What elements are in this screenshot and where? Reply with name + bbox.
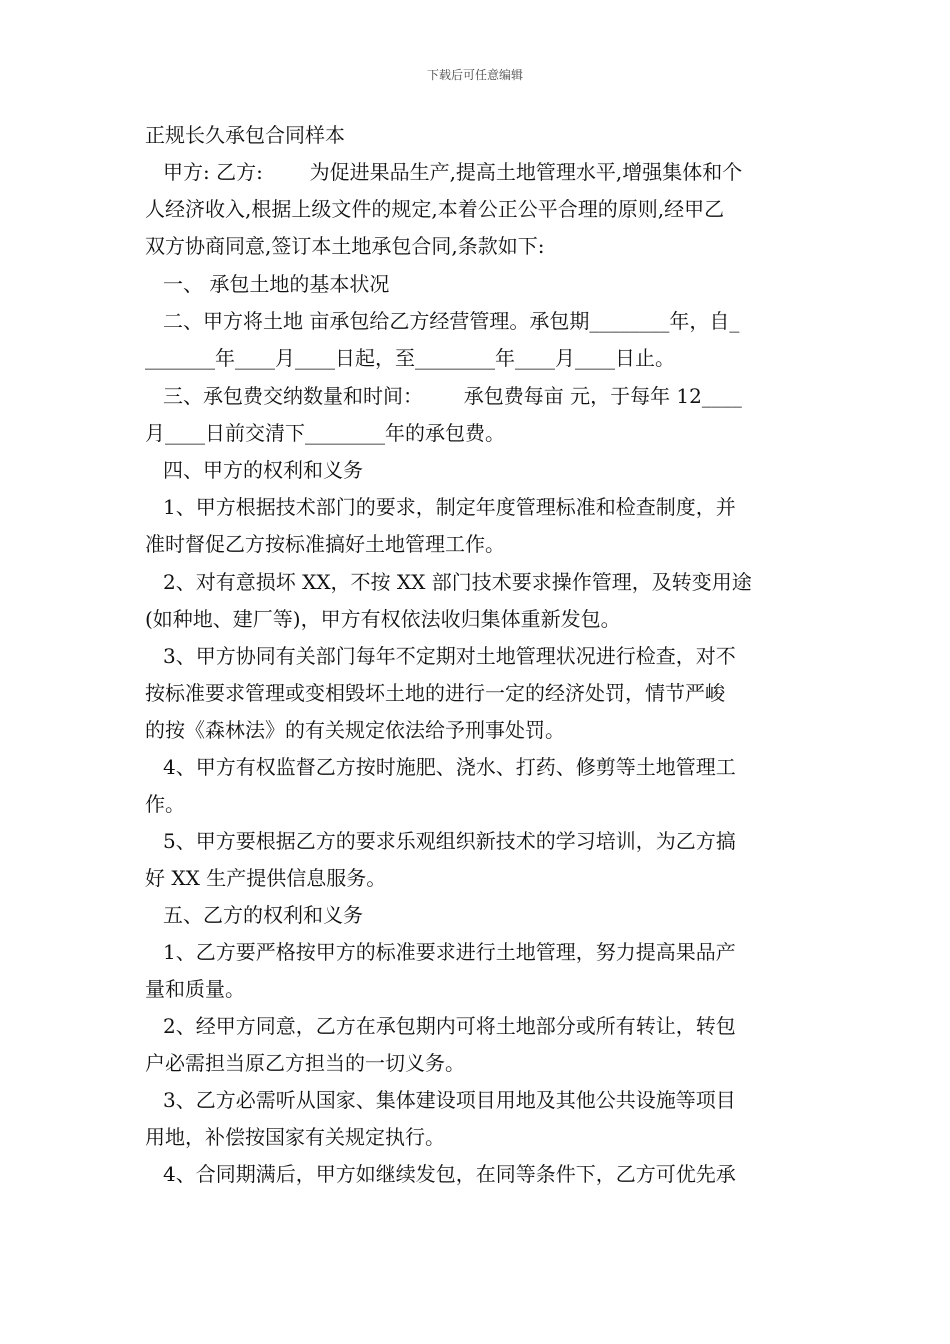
- party-a-label: 甲方:: [163, 160, 210, 184]
- section-4-title: 四、甲方的权利和义务: [163, 458, 363, 482]
- s5-item-2-line-2: 户必需担当原乙方担当的一切义务。: [145, 1051, 465, 1075]
- s5-item-4-line-1: 4、合同期满后，甲方如继续发包，在同等条件下，乙方可优先承: [163, 1162, 736, 1186]
- section-2-line-2: _______年____月____日起，至________年____月____日止。: [145, 346, 675, 370]
- section-2-line-1: 二、甲方将土地 亩承包给乙方经营管理。承包期________年，自_: [163, 309, 740, 333]
- s5-item-3-line-1: 3、乙方必需听从国家、集体建设项目用地及其他公共设施等项目: [163, 1088, 736, 1112]
- s4-item-4-line-1: 4、甲方有权监督乙方按时施肥、浇水、打药、修剪等土地管理工: [163, 755, 736, 779]
- section-1-title: 一、 承包土地的基本状况: [163, 272, 390, 296]
- s4-item-5-line-2: 好 XX 生产提供信息服务。: [145, 866, 387, 890]
- section-3-line-2: 月____日前交清下________年的承包费。: [145, 421, 505, 445]
- s4-item-4-line-2: 作。: [145, 792, 185, 816]
- section-3-heading: 三、承包费交纳数量和时间：: [163, 384, 423, 408]
- s4-item-3-line-1: 3、甲方协同有关部门每年不定期对土地管理状况进行检查，对不: [163, 644, 736, 668]
- party-b-label: 乙方:: [216, 160, 263, 184]
- section-3-fee-text: 承包费每亩 元，于每年 12____: [463, 384, 742, 408]
- section-3-line-1: [145, 380, 810, 412]
- section-5-title: 五、乙方的权利和义务: [163, 903, 363, 927]
- s4-item-1-line-1: 1、甲方根据技术部门的要求，制定年度管理标准和检查制度，并: [163, 495, 736, 519]
- s5-item-1-line-2: 量和质量。: [145, 977, 245, 1001]
- s4-item-3-line-3: 的按《森林法》的有关规定依法给予刑事处罚。: [145, 718, 565, 742]
- s4-item-2-line-1: 2、对有意损坏 XX，不按 XX 部门技术要求操作管理，及转变用途: [163, 570, 752, 594]
- s5-item-2-line-1: 2、经甲方同意，乙方在承包期内可将土地部分或所有转让，转包: [163, 1014, 736, 1038]
- s5-item-3-line-2: 用地，补偿按国家有关规定执行。: [145, 1125, 445, 1149]
- intro-line-1: [145, 156, 810, 188]
- page-header: 下载后可任意编辑: [426, 68, 523, 82]
- s4-item-2-line-2: (如种地、建厂等)，甲方有权依法收归集体重新发包。: [145, 607, 621, 631]
- intro-line-3: 双方协商同意,签订本土地承包合同,条款如下:: [145, 234, 545, 258]
- s4-item-1-line-2: 准时督促乙方按标准搞好土地管理工作。: [145, 532, 505, 556]
- intro-text: 为促进果品生产,提高土地管理水平,增强集体和个: [309, 160, 743, 184]
- intro-line-2: 人经济收入,根据上级文件的规定,本着公正公平合理的原则,经甲乙: [145, 197, 725, 221]
- document-title: 正规长久承包合同样本: [145, 123, 345, 147]
- s4-item-3-line-2: 按标准要求管理或变相毁坏土地的进行一定的经济处罚，情节严峻: [145, 681, 725, 705]
- s4-item-5-line-1: 5、甲方要根据乙方的要求乐观组织新技术的学习培训，为乙方搞: [163, 829, 736, 853]
- s5-item-1-line-1: 1、乙方要严格按甲方的标准要求进行土地管理，努力提高果品产: [163, 940, 736, 964]
